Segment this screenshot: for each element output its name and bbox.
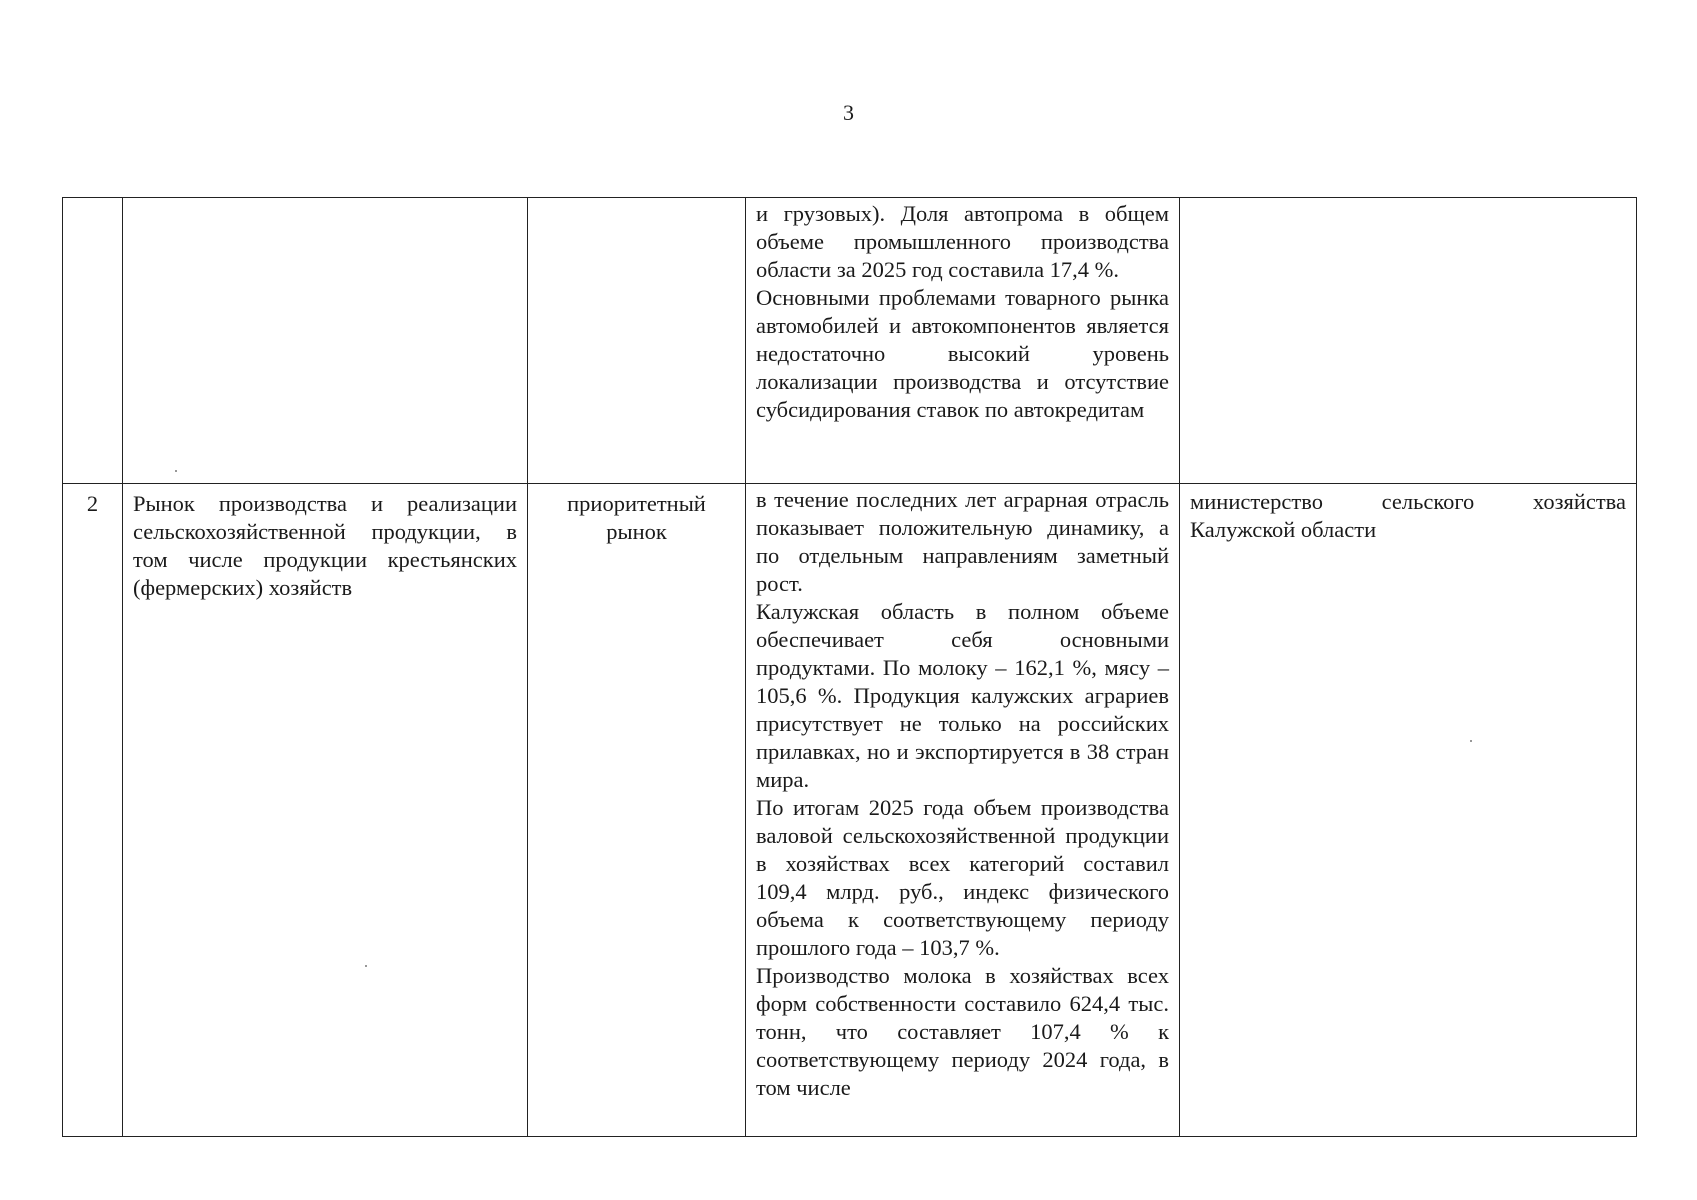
responsible-body-cell: министерство сельского хозяйства Калужской области <box>1180 484 1637 1137</box>
scan-speck <box>365 965 367 967</box>
page-number: 3 <box>843 100 854 125</box>
description-paragraph: Производство молока в хозяйствах всех форм собственности составило 624,4 тыс. тонн, что составляет 107,4 % к соответствующему периоду 2024 года, в том числе <box>756 963 1169 1100</box>
table-row <box>63 198 1637 484</box>
scan-speck <box>175 470 177 472</box>
market-description-cell <box>746 484 1180 1137</box>
description-paragraph: По итогам 2025 года объем производства валовой сельскохозяйственной продукции в хозяйствах всех категорий составил 109,4 млрд. руб., индекс физического объема к соответствующему периоду прошлого года – 103,7 %. <box>756 795 1169 960</box>
market-description-cell <box>746 198 1180 484</box>
description-paragraph: Основными проблемами товарного рынка автомобилей и автокомпонентов является недостаточно высокий уровень локализации производства и отсутствие субсидирования ставок по автокредитам <box>756 285 1169 422</box>
row-number-cell <box>63 198 123 484</box>
responsible-body-cell <box>1180 198 1637 484</box>
row-number-cell: 2 <box>63 484 123 1137</box>
document-table <box>62 197 1637 1137</box>
description-paragraph: в течение последних лет аграрная отрасль показывает положительную динамику, а по отдельным направлениям заметный рост. <box>756 487 1169 596</box>
description-paragraph: и грузовых). Доля автопрома в общем объеме промышленного производства области за 2025 год составила 17,4 %. <box>756 201 1169 282</box>
table-row <box>63 484 1637 1137</box>
scan-speck <box>1470 740 1472 742</box>
market-status-cell: приоритетный рынок <box>528 484 746 1137</box>
market-name-cell <box>123 198 528 484</box>
market-status-cell <box>528 198 746 484</box>
market-name-cell: Рынок производства и реализации сельскохозяйственной продукции, в том числе продукции крестьянских (фермерских) хозяйств <box>123 484 528 1137</box>
description-paragraph: Калужская область в полном объеме обеспечивает себя основными продуктами. По молоку – 162,1 %, мясу – 105,6 %. Продукция калужских аграриев присутствует не только на российских прилавках, но и экспортируется в 38 стран мира. <box>756 599 1169 792</box>
